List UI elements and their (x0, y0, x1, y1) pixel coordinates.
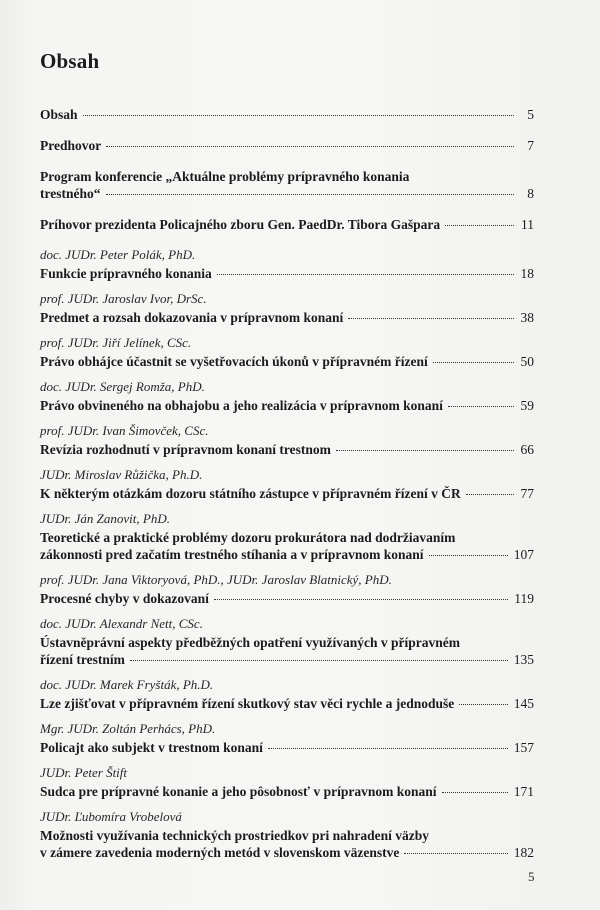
toc-entry (40, 616, 534, 668)
entry-author: Mgr. JUDr. Zoltán Perhács, PhD. (40, 721, 216, 736)
entry-page: 107 (513, 547, 534, 562)
entry-title: Sudca pre prípravné konanie a jeho pôsobnosť v prípravnom konaní (40, 784, 437, 799)
entry-author: JUDr. Ľubomíra Vrobelová (40, 809, 182, 824)
dot-leader (429, 555, 508, 556)
toc-entry (40, 379, 534, 414)
toc-entry (40, 168, 534, 202)
entry-title: řízení trestním (40, 652, 125, 667)
page-number: 5 (528, 869, 535, 884)
entry-page: 7 (527, 138, 534, 153)
dot-leader (106, 194, 515, 195)
toc-entry (40, 721, 534, 756)
toc-entry (40, 106, 534, 123)
entry-title: Funkcie prípravného konania (40, 266, 212, 281)
entry-page: 119 (514, 591, 534, 606)
entry-title-line1: Ústavněprávní aspekty předběžných opatření využívaných v přípravném (40, 635, 461, 650)
entry-author: prof. JUDr. Jaroslav Ivor, DrSc. (40, 291, 207, 306)
dot-leader (442, 792, 508, 793)
entry-page: 135 (513, 652, 534, 667)
entry-page: 182 (513, 845, 534, 860)
entry-title: Lze zjišťovat v přípravném řízení skutkový stav věci rychle a jednoduše (40, 696, 455, 711)
entry-title: Právo obhájce účastnit se vyšetřovacích úkonů v přípravném řízení (40, 354, 428, 369)
entry-page: 18 (520, 266, 534, 281)
toc-entry (40, 291, 534, 326)
entry-page: 145 (513, 696, 534, 711)
entry-page: 171 (513, 784, 534, 799)
entry-title: Procesné chyby v dokazovaní (40, 591, 209, 606)
toc-entry (40, 137, 534, 154)
dot-leader (83, 115, 514, 116)
entry-author: prof. JUDr. Jana Viktoryová, PhD., JUDr. Jaroslav Blatnický, PhD. (40, 572, 392, 587)
toc-entry (40, 677, 534, 712)
table-of-contents (40, 106, 534, 870)
entry-page: 8 (527, 186, 534, 201)
entry-title: Obsah (40, 107, 78, 122)
dot-leader (404, 853, 507, 854)
entry-title: Revízia rozhodnutí v prípravnom konaní trestnom (40, 442, 331, 457)
entry-title: K některým otázkám dozoru státního zástupce v přípravném řízení v ČR (40, 486, 461, 501)
entry-author: prof. JUDr. Ivan Šimovček, CSc. (40, 423, 209, 438)
dot-leader (130, 660, 508, 661)
toc-entry (40, 335, 534, 370)
toc-entry (40, 572, 534, 607)
dot-leader (336, 450, 514, 451)
entry-author: doc. JUDr. Sergej Romža, PhD. (40, 379, 205, 394)
entry-title: v zámere zavedenia moderných metód v slovenskom väzenstve (40, 845, 400, 860)
entry-author: prof. JUDr. Jiří Jelínek, CSc. (40, 335, 192, 350)
toc-entry (40, 765, 534, 800)
entry-author: doc. JUDr. Alexandr Nett, CSc. (40, 616, 203, 631)
entry-page: 59 (520, 398, 534, 413)
entry-title: Predmet a rozsah dokazovania v prípravnom konaní (40, 310, 344, 325)
entry-author: JUDr. Peter Štift (40, 765, 128, 780)
toc-entry (40, 809, 534, 861)
toc-entry (40, 216, 534, 233)
entry-page: 5 (527, 107, 534, 122)
entry-title: Predhovor (40, 138, 102, 153)
entry-title-line1: Teoretické a praktické problémy dozoru prokurátora nad dodržiavaním (40, 530, 456, 545)
dot-leader (448, 406, 514, 407)
entry-page: 50 (520, 354, 534, 369)
dot-leader (217, 274, 514, 275)
entry-page: 38 (520, 310, 534, 325)
entry-title: Príhovor prezidenta Policajného zboru Gen. PaedDr. Tibora Gašpara (40, 217, 441, 232)
entry-title: zákonnosti pred začatím trestného stíhania a v prípravnom konaní (40, 547, 424, 562)
toc-entry (40, 423, 534, 458)
page-heading: Obsah (40, 49, 100, 73)
entry-author: JUDr. Miroslav Růžička, Ph.D. (40, 467, 203, 482)
dot-leader (268, 748, 508, 749)
dot-leader (445, 225, 514, 226)
dot-leader (214, 599, 508, 600)
dot-leader (466, 494, 514, 495)
entry-page: 77 (520, 486, 534, 501)
entry-title: Policajt ako subjekt v trestnom konaní (40, 740, 263, 755)
dot-leader (459, 704, 508, 705)
toc-entry (40, 511, 534, 563)
entry-title-line1: Program konferencie „Aktuálne problémy prípravného konania (40, 169, 410, 184)
entry-title-line1: Možnosti využívania technických prostriedkov pri nahradení väzby (40, 828, 430, 843)
entry-page: 11 (521, 217, 534, 232)
toc-entry (40, 247, 534, 282)
dot-leader (348, 318, 514, 319)
dot-leader (433, 362, 514, 363)
entry-title: Právo obvineného na obhajobu a jeho realizácia v prípravnom konaní (40, 398, 443, 413)
dot-leader (106, 146, 514, 147)
entry-author: doc. JUDr. Peter Polák, PhD. (40, 247, 196, 262)
entry-page: 66 (520, 442, 534, 457)
entry-page: 157 (513, 740, 534, 755)
entry-author: JUDr. Ján Zanovit, PhD. (40, 511, 170, 526)
entry-title: trestného“ (40, 186, 101, 201)
entry-author: doc. JUDr. Marek Fryšták, Ph.D. (40, 677, 214, 692)
toc-entry (40, 467, 534, 502)
